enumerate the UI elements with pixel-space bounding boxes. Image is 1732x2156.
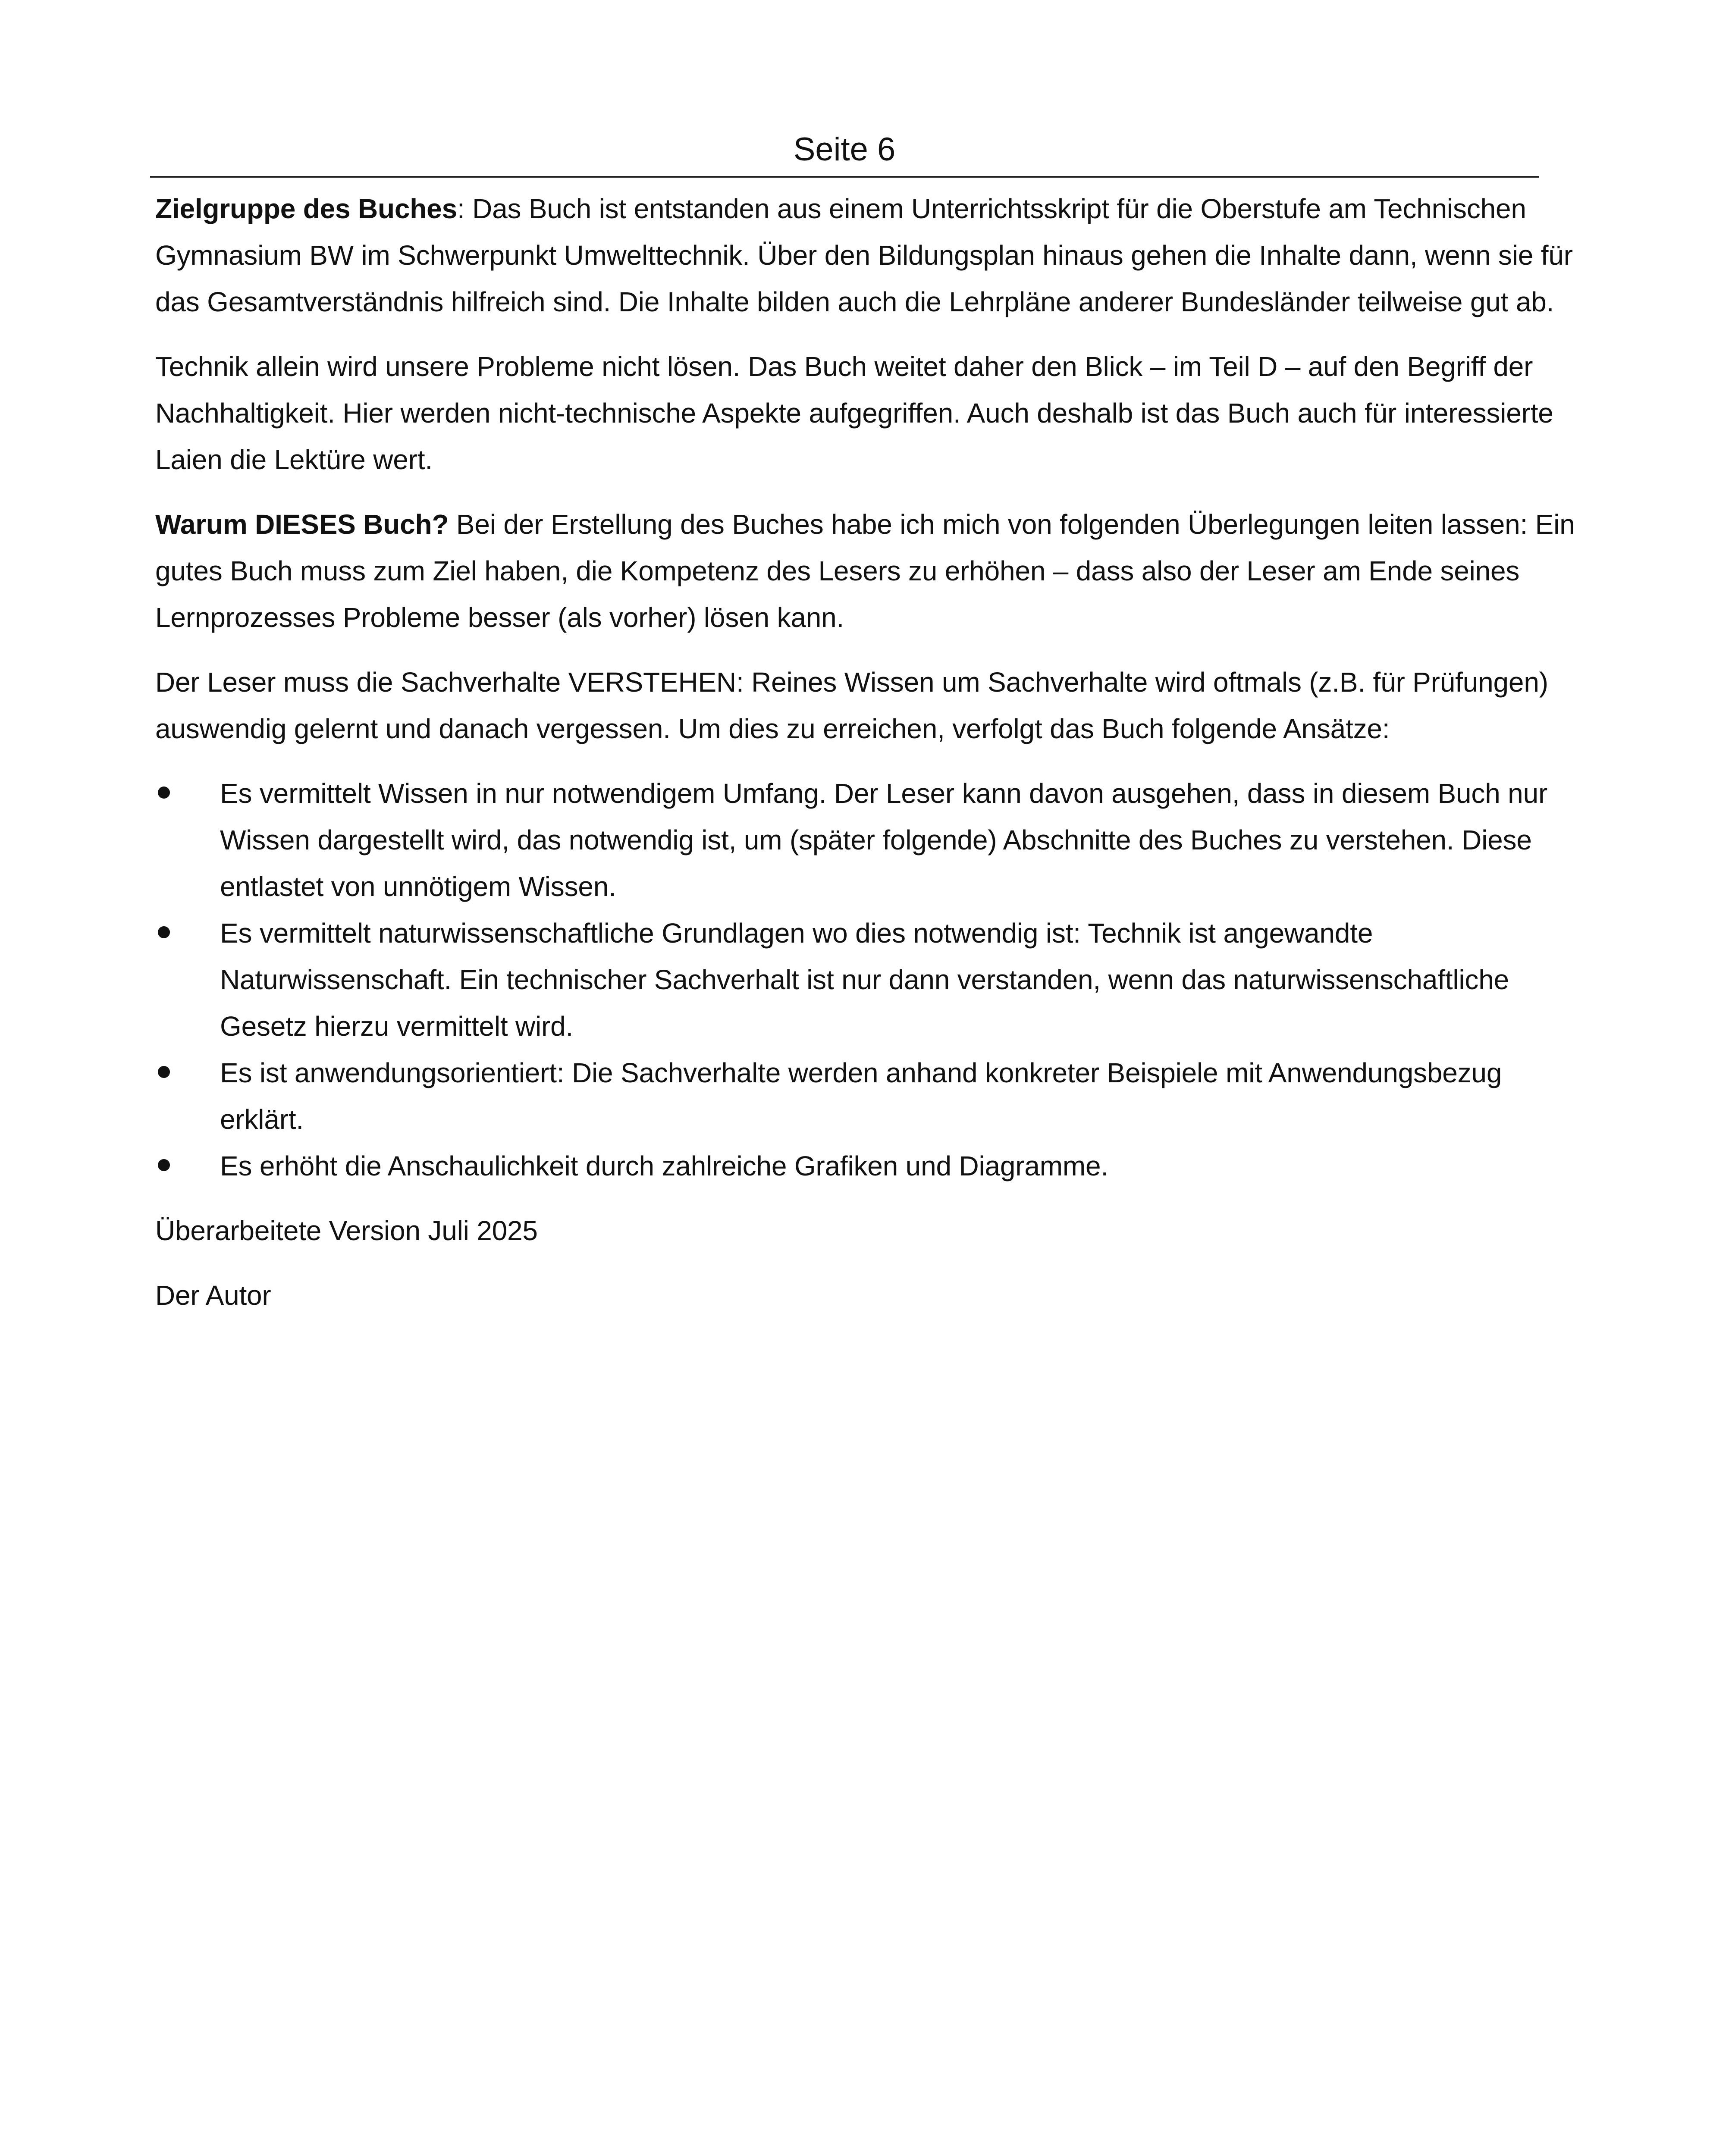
list-item-text: Es vermittelt naturwissenschaftliche Grundlagen wo dies notwendig ist: Technik ist angewandte Naturwissenschaft. Ein technischer Sachverhalt ist nur dann verstanden, wenn das naturwissenschaftliche Gesetz hierzu vermittelt wird. — [220, 918, 1509, 1042]
paragraph-text-sustainability: Technik allein wird unsere Probleme nicht lösen. Das Buch weitet daher den Blick – im Teil D – auf den Begriff der Nachhaltigkeit. Hier werden nicht-technische Aspekte aufgegriffen. Auch deshalb ist das Buch auch für interessierte Laien die Lektüre wert. — [155, 351, 1553, 475]
list-item — [155, 1050, 1587, 1143]
bullet-icon — [158, 1066, 170, 1078]
list-item-text: Es vermittelt Wissen in nur notwendigem Umfang. Der Leser kann davon ausgehen, dass in diesem Buch nur Wissen dargestellt wird, das notwendig ist, um (später folgende) Abschnitte des Buches zu verstehen. Diese entlastet von unnötigem Wissen. — [220, 778, 1548, 902]
author-signature: Der Autor — [155, 1280, 271, 1311]
list-item — [155, 1143, 1587, 1189]
paragraph-target-audience — [155, 185, 1587, 325]
paragraph-heading-target-audience: Zielgruppe des Buches — [155, 193, 457, 224]
bullet-icon — [158, 926, 170, 938]
bullet-icon — [158, 1159, 170, 1171]
page-header — [150, 125, 1539, 178]
paragraph-text-target-audience: : Das Buch ist entstanden aus einem Unterrichtsskript für die Oberstufe am Technischen Gymnasium BW im Schwerpunkt Umwelttechnik. Über den Bildungsplan hinaus gehen die Inhalte dann, wenn sie für das Gesamtverständnis hilfreich sind. Die Inhalte bilden auch die Lehrpläne anderer Bundesländer teilweise gut ab. — [155, 193, 1573, 317]
page-body — [155, 185, 1587, 1337]
bullet-icon — [158, 787, 170, 799]
paragraph-heading-why-this-book: Warum DIESES Buch? — [155, 509, 449, 540]
paragraph-text-why-this-book: Bei der Erstellung des Buches habe ich mich von folgenden Überlegungen leiten lassen: Ein gutes Buch muss zum Ziel haben, die Kompetenz des Lesers zu erhöhen – dass also der Leser am Ende seines Lernprozesses Probleme besser (als vorher) lösen kann. — [155, 509, 1575, 633]
list-item-text: Es erhöht die Anschaulichkeit durch zahlreiche Grafiken und Diagramme. — [220, 1150, 1108, 1181]
list-item — [155, 910, 1587, 1050]
page-number: Seite 6 — [793, 131, 896, 168]
paragraph-why-this-book — [155, 501, 1587, 641]
approach-list — [155, 770, 1587, 1189]
paragraph-understanding — [155, 659, 1587, 752]
list-item — [155, 770, 1587, 910]
paragraph-sustainability — [155, 343, 1587, 483]
version-note: Überarbeitete Version Juli 2025 — [155, 1215, 538, 1246]
list-item-text: Es ist anwendungsorientiert: Die Sachverhalte werden anhand konkreter Beispiele mit Anwendungsbezug erklärt. — [220, 1057, 1502, 1135]
paragraph-text-understanding: Der Leser muss die Sachverhalte VERSTEHEN: Reines Wissen um Sachverhalte wird oftmals (z.B. für Prüfungen) auswendig gelernt und danach vergessen. Um dies zu erreichen, verfolgt das Buch folgende Ansätze: — [155, 667, 1548, 744]
